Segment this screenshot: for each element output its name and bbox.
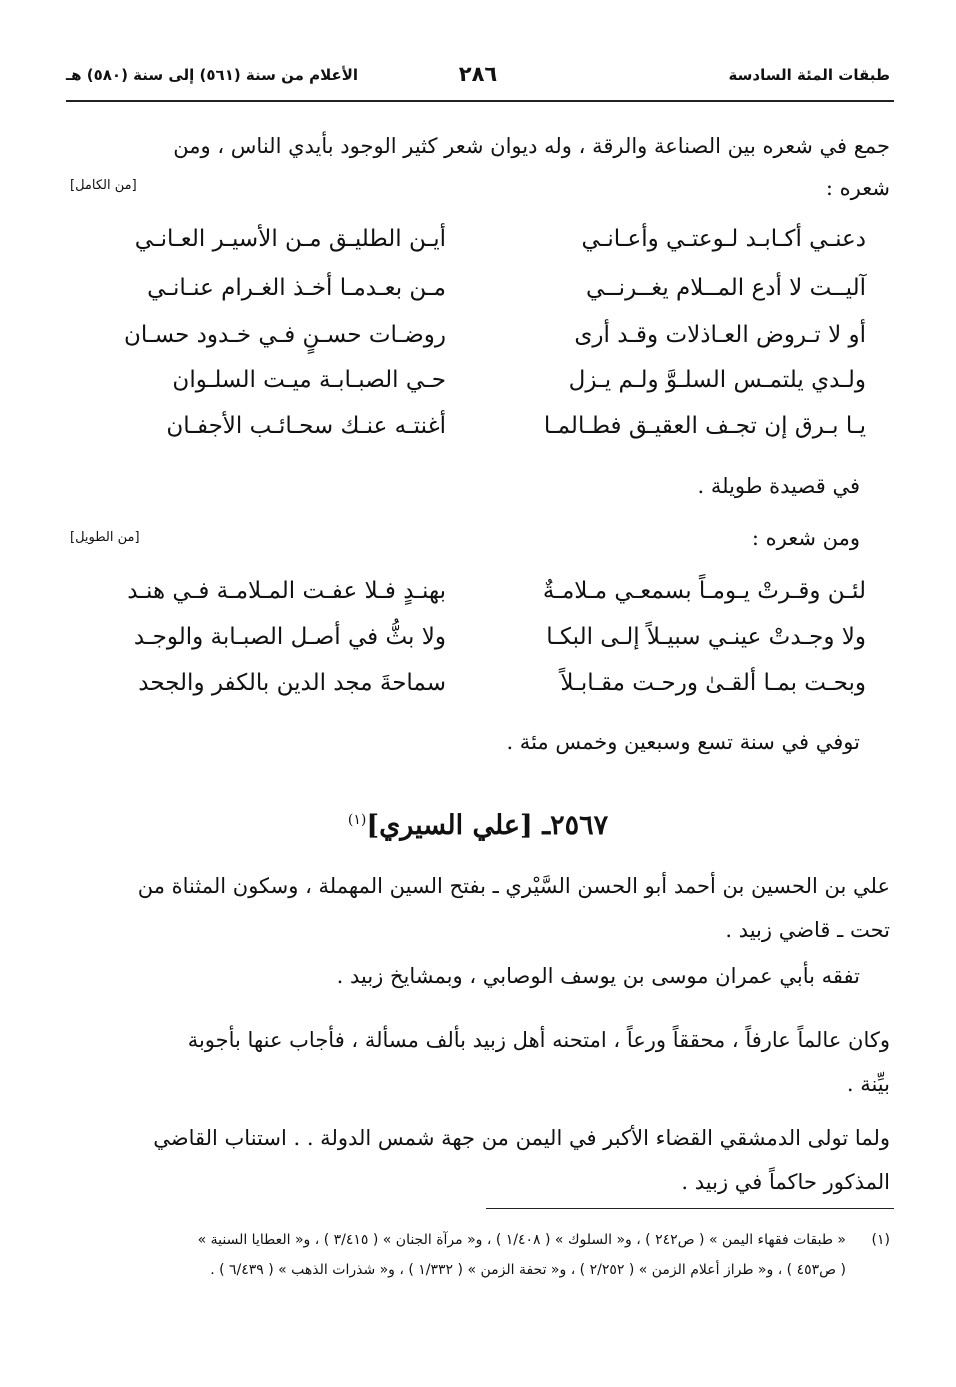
- entry-para-3-line-1: وكان عالماً عارفاً ، محققاً ورعاً ، امتحنه أهل زبيد بألف مسألة ، فأجاب عنها بأجوبة: [187, 1028, 890, 1052]
- intro-line-1: جمع في شعره بين الصناعة والرقة ، وله ديوان شعر كثير الوجود بأيدي الناس ، ومن: [173, 134, 890, 158]
- page-number: ٢٨٦: [458, 62, 498, 86]
- poem1-verse-3-left: روضـات حسـنٍ فـي خـدود حسـان: [123, 322, 446, 348]
- entry-para-2: تفقه بأبي عمران موسى بن يوسف الوصابي ، وبمشايخ زبيد .: [336, 964, 860, 988]
- intro-line-2: شعره :: [825, 176, 890, 200]
- poem2-verse-3-left: سماحةَ مجد الدين بالكفر والجحد: [138, 670, 446, 696]
- poem2-verse-3-right: وبحـت بمـا ألقـىٰ ورحـت مقـابـلاً: [560, 670, 866, 696]
- entry-title: [0, 810, 956, 841]
- poem1-verse-5-left: أغنتـه عنـك سحـائـب الأجفـان: [166, 413, 446, 439]
- entry-title-footnote-ref: (١): [347, 812, 367, 828]
- after-poem-note: في قصيدة طويلة .: [697, 474, 860, 498]
- poem2-verse-2-right: ولا وجـدتْ عينـي سبيـلاً إلـى البكـا: [546, 624, 866, 650]
- entry-para-4-line-1: ولما تولى الدمشقي القضاء الأكبر في اليمن من جهة شمس الدولة . . استناب القاضي: [153, 1126, 890, 1150]
- meter-label-tawil: [من الطويل]: [70, 530, 140, 545]
- poem1-verse-5-right: يـا بـرق إن تجـف العقيـق فطـالمـا: [543, 413, 866, 439]
- poem2-verse-1-left: بهنـدٍ فـلا عفـت المـلامـة فـي هنـد: [127, 578, 446, 604]
- footnote-line-2: ( ص٤٥٣ ) ، و« طراز أعلام الزمن » ( ٢/٢٥٢ ) ، و« تحفة الزمن » ( ١/٣٣٢ ) ، و« شذرات الذهب » ( ٦/٤٣٩ ) .: [210, 1262, 846, 1278]
- death-note: توفي في سنة تسع وسبعين وخمس مئة .: [506, 730, 860, 754]
- entry-para-4-line-2: المذكور حاكماً في زبيد .: [681, 1170, 890, 1194]
- poem1-verse-2-left: مـن بعـدمـا أخـذ الغـرام عنـانـي: [147, 275, 446, 301]
- poem1-verse-2-right: آليــت لا أدع المــلام يغــرنــي: [586, 275, 866, 301]
- meter-label-kamil: [من الكامل]: [70, 178, 137, 193]
- poem1-verse-3-right: أو لا تـروض العـاذلات وقـد أرى: [574, 322, 866, 348]
- entry-title-text: ٢٥٦٧ـ [علي السيري]: [366, 810, 609, 841]
- header-divider: [66, 100, 894, 102]
- running-header-right: طبقات المئة السادسة: [728, 66, 890, 84]
- poem1-verse-4-right: ولـدي يلتمـس السلـوَّ ولـم يـزل: [568, 367, 866, 393]
- poem1-verse-1-left: أيـن الطليـق مـن الأسيـر العـانـي: [134, 226, 446, 252]
- footnote-line-1: « طبقات فقهاء اليمن » ( ص٢٤٢ ) ، و« السلوك » ( ١/٤٠٨ ) ، و« مرآة الجنان » ( ٣/٤١٥ ) ، و« العطايا السنية »: [197, 1232, 846, 1248]
- poem1-verse-1-right: دعنـي أكـابـد لـوعتـي وأعـانـي: [581, 226, 866, 252]
- intro2-text: ومن شعره :: [751, 526, 860, 550]
- entry-para-1-line-1: علي بن الحسين بن أحمد أبو الحسن السَّيْري ـ بفتح السين المهملة ، وسكون المثناة من: [137, 874, 890, 898]
- entry-para-3-line-2: بيِّنة .: [846, 1072, 890, 1096]
- entry-para-1-line-2: تحت ـ قاضي زبيد .: [725, 918, 890, 942]
- footnote-divider: [486, 1208, 894, 1209]
- running-header-left: الأعلام من سنة (٥٦١) إلى سنة (٥٨٠) هـ: [66, 66, 359, 84]
- poem2-verse-1-right: لئـن وقـرتْ يـومـاً بسمعـي مـلامـةٌ: [542, 578, 866, 604]
- poem1-verse-4-left: حـي الصبـابـة ميـت السلـوان: [172, 367, 446, 393]
- poem2-verse-2-left: ولا بثُّ في أصـل الصبـابة والوجـد: [133, 624, 446, 650]
- footnote-number: (١): [871, 1232, 890, 1248]
